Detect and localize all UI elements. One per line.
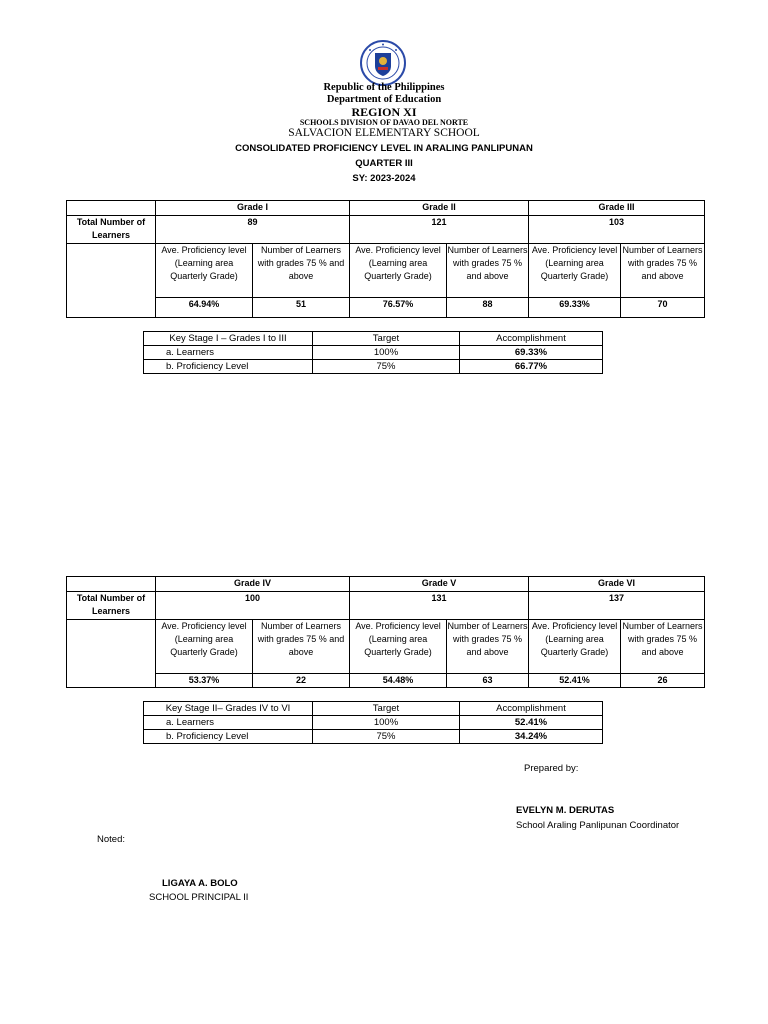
empty-label-cell [67,620,156,688]
total-learners-value: 89 [156,216,350,244]
learners-75-value: 22 [253,674,350,688]
learners-75-value: 51 [253,298,350,318]
proficiency-target: 75% [313,730,460,744]
total-learners-label: Total Number of Learners [67,592,156,620]
ave-proficiency-value: 69.33% [529,298,621,318]
accomplishment-header: Accomplishment [460,332,603,346]
quarter-label: QUARTER III [355,158,413,169]
proficiency-row-label: b. Proficiency Level [144,360,313,374]
noter-name: LIGAYA A. BOLO [162,878,238,889]
corner-cell [67,201,156,216]
total-learners-value: 121 [350,216,529,244]
proficiency-accomplishment: 34.24% [460,730,603,744]
learners-75-value: 63 [447,674,529,688]
learners-accomplishment: 69.33% [460,346,603,360]
total-learners-value: 131 [350,592,529,620]
proficiency-row-label: b. Proficiency Level [144,730,313,744]
learners-75-label: Number of Learners with grades 75 % and above [447,244,529,298]
proficiency-target: 75% [313,360,460,374]
learners-75-label: Number of Learners with grades 75 % and above [447,620,529,674]
total-learners-value: 100 [156,592,350,620]
total-learners-value: 137 [529,592,705,620]
prepared-by-label: Prepared by: [524,763,579,774]
ave-proficiency-value: 54.48% [350,674,447,688]
learners-accomplishment: 52.41% [460,716,603,730]
ave-proficiency-label: Ave. Proficiency level (Learning area Quarterly Grade) [350,620,447,674]
ave-proficiency-label: Ave. Proficiency level (Learning area Quarterly Grade) [529,244,621,298]
learners-75-label: Number of Learners with grades 75 % and above [621,620,705,674]
noted-label: Noted: [97,834,125,845]
learners-75-value: 26 [621,674,705,688]
total-learners-value: 103 [529,216,705,244]
grade-header: Grade II [350,201,529,216]
grade-header: Grade VI [529,577,705,592]
deped-seal-icon [360,40,406,86]
learners-75-label: Number of Learners with grades 75 % and above [621,244,705,298]
ave-proficiency-value: 53.37% [156,674,253,688]
ave-proficiency-label: Ave. Proficiency level (Learning area Quarterly Grade) [156,620,253,674]
preparer-title: School Araling Panlipunan Coordinator [516,820,680,831]
ave-proficiency-value: 64.94% [156,298,253,318]
empty-label-cell [67,244,156,318]
key-stage-2-table [143,701,603,744]
key-stage-header: Key Stage I – Grades I to III [144,332,313,346]
key-stage-header: Key Stage II– Grades IV to VI [144,702,313,716]
grade-header: Grade III [529,201,705,216]
noter-title: SCHOOL PRINCIPAL II [149,892,249,903]
region-heading: REGION XI [351,105,417,119]
learners-row-label: a. Learners [144,716,313,730]
target-header: Target [313,702,460,716]
preparer-name: EVELYN M. DERUTAS [516,805,615,816]
learners-target: 100% [313,716,460,730]
report-title: CONSOLIDATED PROFICIENCY LEVEL IN ARALING PANLIPUNAN [235,143,533,154]
learners-row-label: a. Learners [144,346,313,360]
grade-header: Grade I [156,201,350,216]
grade-header: Grade V [350,577,529,592]
corner-cell [67,577,156,592]
learners-target: 100% [313,346,460,360]
division-heading: SCHOOLS DIVISION OF DAVAO DEL NORTE [299,118,469,127]
target-header: Target [313,332,460,346]
grade-header: Grade IV [156,577,350,592]
proficiency-table-grades-4-6 [66,576,705,688]
ave-proficiency-value: 52.41% [529,674,621,688]
ave-proficiency-label: Ave. Proficiency level (Learning area Quarterly Grade) [529,620,621,674]
total-learners-label: Total Number of Learners [67,216,156,244]
proficiency-table-grades-1-3 [66,200,705,318]
accomplishment-header: Accomplishment [460,702,603,716]
learners-75-label: Number of Learners with grades 75 % and above [253,620,350,674]
learners-75-value: 88 [447,298,529,318]
school-heading: SALVACION ELEMENTARY SCHOOL [288,127,480,139]
learners-75-label: Number of Learners with grades 75 % and above [253,244,350,298]
republic-heading: Republic of the Philippines [323,82,445,93]
school-year-label: SY: 2023-2024 [352,173,416,184]
ave-proficiency-label: Ave. Proficiency level (Learning area Quarterly Grade) [350,244,447,298]
key-stage-1-table [143,331,603,374]
ave-proficiency-value: 76.57% [350,298,447,318]
proficiency-accomplishment: 66.77% [460,360,603,374]
learners-75-value: 70 [621,298,705,318]
ave-proficiency-label: Ave. Proficiency level (Learning area Quarterly Grade) [156,244,253,298]
department-heading: Department of Education [326,94,442,105]
